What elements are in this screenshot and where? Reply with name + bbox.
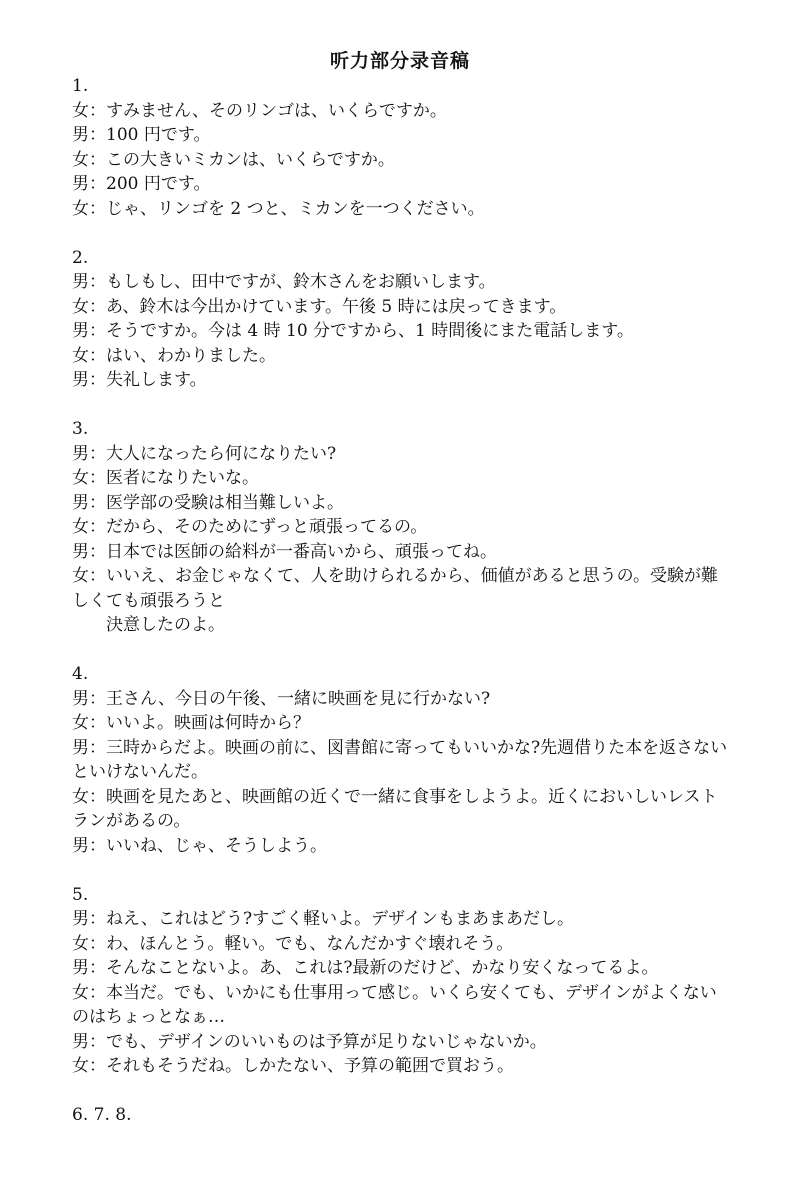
dialogue-line: 男：でも、デザインのいいものは予算が足りないじゃないか。 [72,1031,547,1052]
section-number: 1. [72,76,89,96]
dialogue-line: 女：それもそうだね。しかたない、予算の範囲で買おう。 [72,1056,514,1076]
dialogue-line: 女：いいよ。映画は何時から？ [72,713,310,733]
dialogue-line: 男：王さん、今日の午後、一緒に映画を見に行かない? [72,688,491,709]
dialogue-section-4 [72,662,732,858]
transcript-content [72,74,732,1128]
dialogue-section-5 [72,883,732,1079]
dialogue-section-1 [72,74,732,221]
dialogue-line: 女：あ、鈴木は今出かけています。午後 5 時には戻ってきます。 [72,296,567,317]
dialogue-line: 女：わ、ほんとう。軽い。でも、なんだかすぐ壊れそう。 [72,933,514,954]
page-title: 听力部分录音稿 [329,50,470,72]
dialogue-line: 女：本当だ。でも、いかにも仕事用って感じ。いくら安くても、デザインがよくないのはちょっとなぁ… [72,982,717,1027]
footer-section-numbers: 6. 7. 8. [72,1105,132,1125]
dialogue-line: 男：そんなことないよ。あ、これは?最新のだけど、かなり安くなってるよ。 [72,958,659,978]
dialogue-line: 女：はい、わかりました。 [72,345,276,366]
dialogue-section-2 [72,246,732,393]
dialogue-line: 女：この大きいミカンは、いくらですか。 [72,149,395,170]
dialogue-line: 男：200 円です。 [72,174,211,194]
dialogue-line: 男：そうですか。今は 4 時 10 分ですから、1 時間後にまた電話します。 [72,321,634,341]
dialogue-line: 女：だから、そのためにずっと頑張ってるの。 [72,517,428,537]
dialogue-line: 女：じゃ、リンゴを 2 つと、ミカンを一つください。 [72,198,485,219]
section-number: 3. [72,419,89,439]
dialogue-line: 男：医学部の受験は相当難しいよ。 [72,492,344,513]
dialogue-line: 男：もしもし、田中ですが、鈴木さんをお願いします。 [72,272,496,292]
dialogue-line: 男：100 円です。 [72,125,211,145]
dialogue-section-3 [72,417,732,638]
section-number: 4. [72,664,89,684]
dialogue-line-continuation: 決意したのよ。 [106,615,225,635]
dialogue-line: 男：失礼します。 [72,370,207,390]
dialogue-line: 男：大人になったら何になりたい? [72,443,337,464]
dialogue-line: 女：医者になりたいな。 [72,468,259,488]
dialogue-line: 男：ねえ、これはどう?すごく軽いよ。デザインもまあまあだし。 [72,909,574,929]
dialogue-line: 男：いいね、じゃ、そうしよう。 [72,835,327,856]
dialogue-line: 女：いいえ、お金じゃなくて、人を助けられるから、価値があると思うの。受験が難しくても頑張ろうと [72,566,718,611]
section-number: 2. [72,247,89,268]
section-number: 5. [72,884,89,905]
dialogue-line: 女：映画を見たあと、映画館の近くで一緒に食事をしようよ。近くにおいしいレストランがあるの。 [72,786,718,831]
dialogue-line: 男：日本では医師の給料が一番高いから、頑張ってね。 [72,541,497,562]
dialogue-line: 女：すみません、そのリンゴは、いくらですか。 [72,100,447,121]
dialogue-line: 男：三時からだよ。映画の前に、図書館に寄ってもいいかな?先週借りた本を返さないといけないんだ。 [72,737,728,782]
